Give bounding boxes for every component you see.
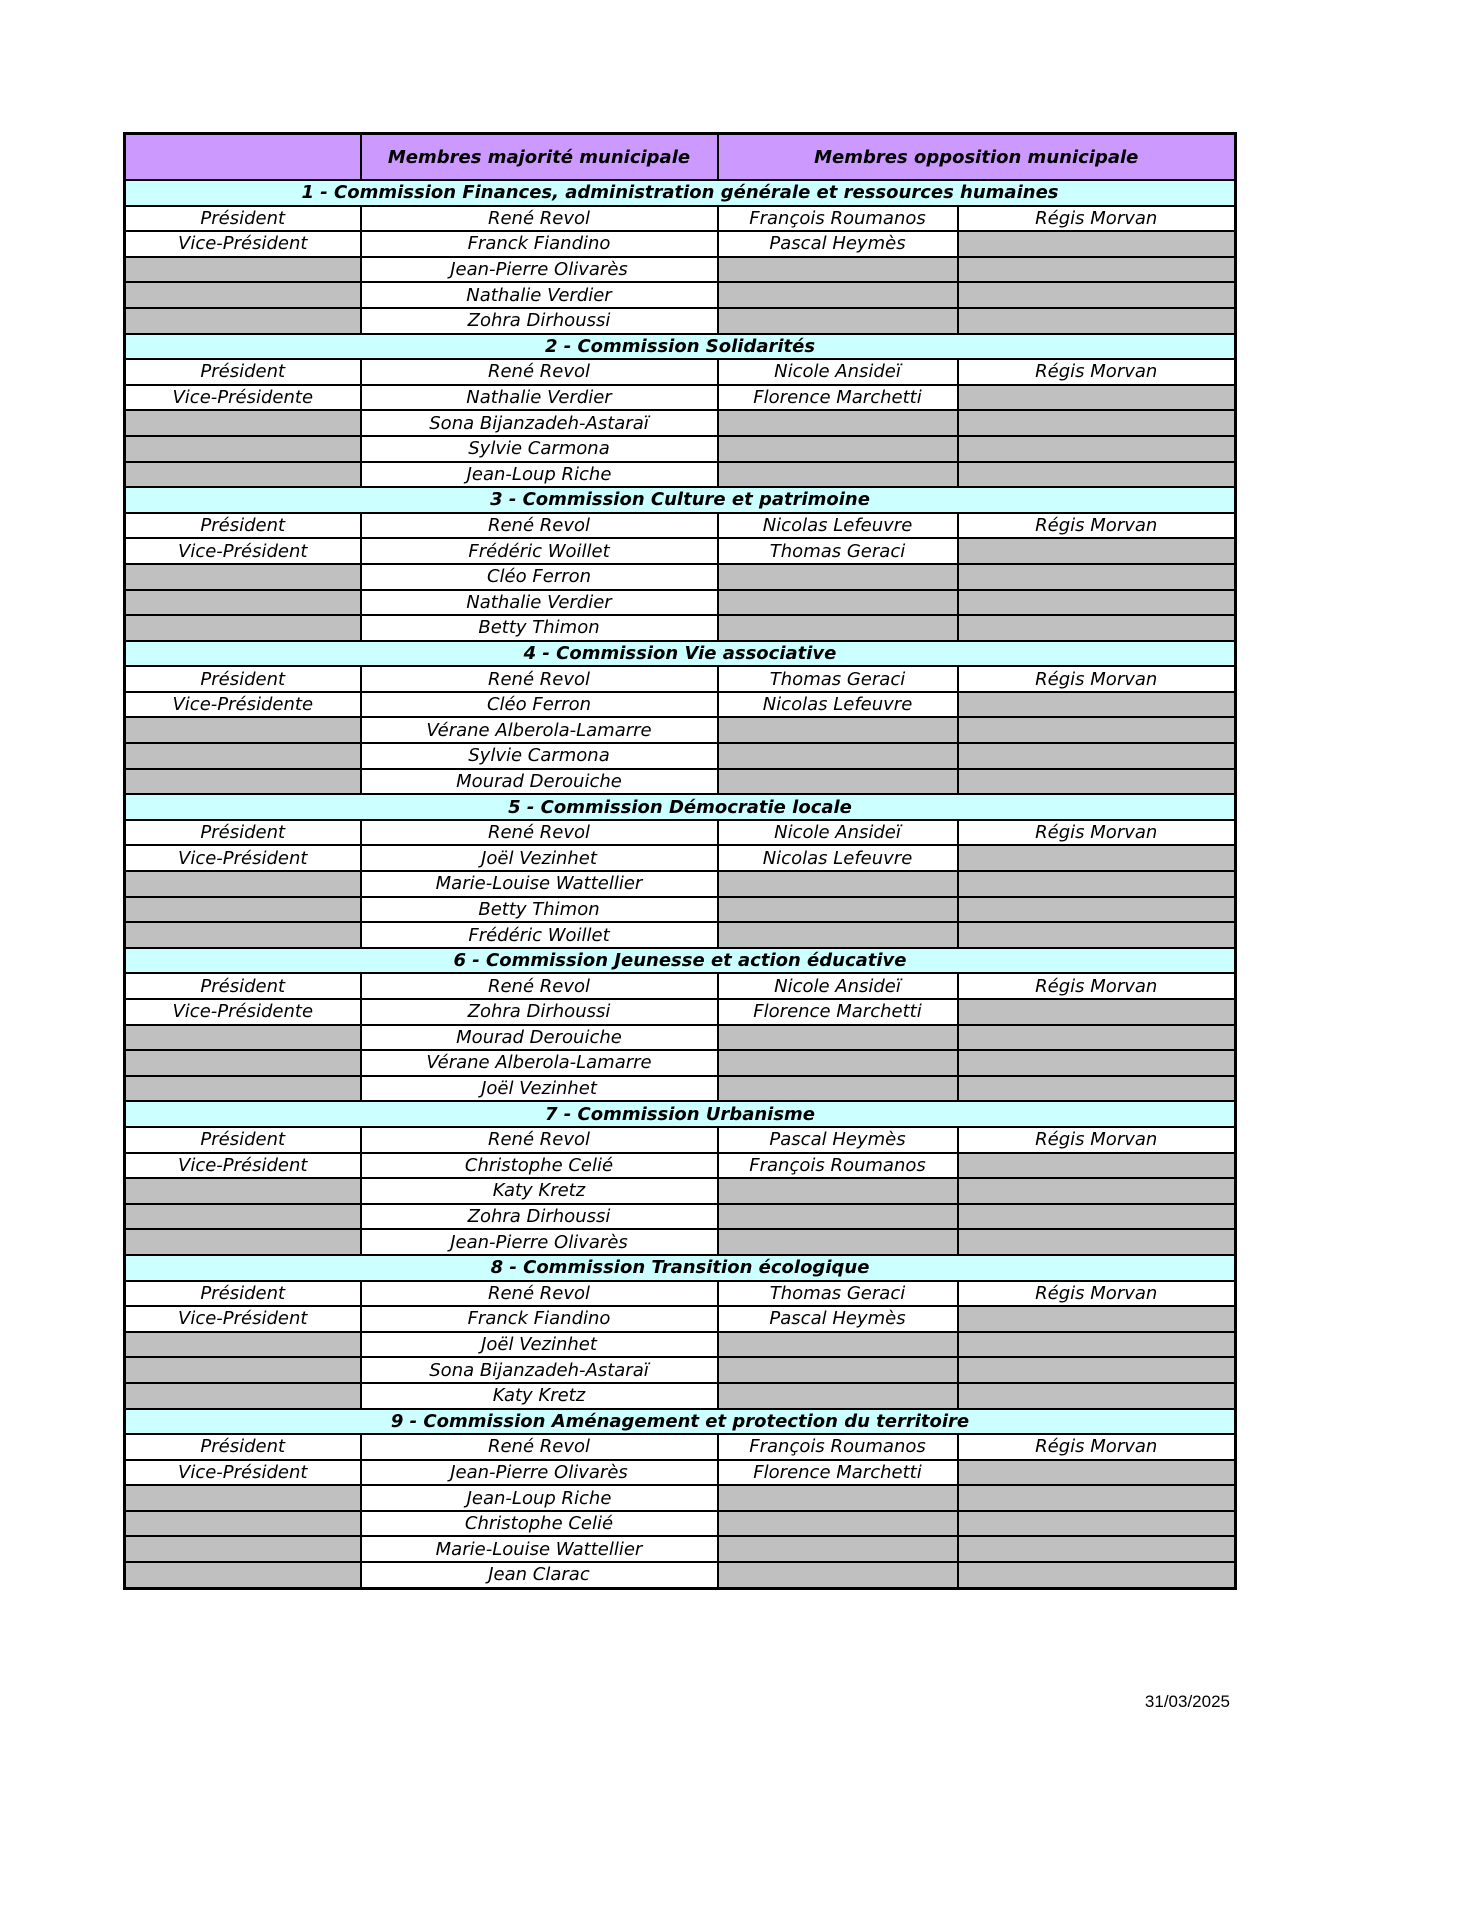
majority-member-cell: Mourad Derouiche <box>361 769 718 795</box>
table-row <box>125 1306 1236 1332</box>
table-row <box>125 1076 1236 1102</box>
opposition-member-cell <box>718 564 958 590</box>
opposition-member-cell: Nicolas Lefeuvre <box>718 513 958 539</box>
role-cell <box>125 897 361 923</box>
opposition-member-cell-2 <box>958 1050 1236 1076</box>
commission-title-row <box>125 1409 1236 1435</box>
commission-title: 2 - Commission Solidarités <box>125 334 1236 360</box>
role-cell: Vice-Président <box>125 845 361 871</box>
table-row <box>125 1153 1236 1179</box>
role-cell <box>125 922 361 948</box>
opposition-member-cell <box>718 462 958 488</box>
table-row <box>125 513 1236 539</box>
opposition-member-cell: Pascal Heymès <box>718 1306 958 1332</box>
opposition-member-cell-2: Régis Morvan <box>958 513 1236 539</box>
header-opposition: Membres opposition municipale <box>718 134 1236 181</box>
majority-member-cell: René Revol <box>361 513 718 539</box>
opposition-member-cell: Florence Marchetti <box>718 999 958 1025</box>
opposition-member-cell-2 <box>958 1178 1236 1204</box>
role-cell: Président <box>125 820 361 846</box>
table-row <box>125 692 1236 718</box>
role-cell <box>125 1562 361 1588</box>
role-cell <box>125 462 361 488</box>
commission-title-row <box>125 1255 1236 1281</box>
role-cell <box>125 1025 361 1051</box>
table-row <box>125 999 1236 1025</box>
opposition-member-cell <box>718 1485 958 1511</box>
table-row <box>125 206 1236 232</box>
opposition-member-cell <box>718 1357 958 1383</box>
table-row <box>125 666 1236 692</box>
role-cell: Président <box>125 973 361 999</box>
role-cell: Président <box>125 666 361 692</box>
majority-member-cell: René Revol <box>361 1281 718 1307</box>
role-cell <box>125 1383 361 1409</box>
majority-member-cell: René Revol <box>361 820 718 846</box>
majority-member-cell: Zohra Dirhoussi <box>361 308 718 334</box>
opposition-member-cell-2 <box>958 1357 1236 1383</box>
opposition-member-cell: François Roumanos <box>718 206 958 232</box>
table-row <box>125 410 1236 436</box>
role-cell <box>125 769 361 795</box>
role-cell <box>125 436 361 462</box>
majority-member-cell: Zohra Dirhoussi <box>361 999 718 1025</box>
opposition-member-cell-2 <box>958 1485 1236 1511</box>
majority-member-cell: Jean-Pierre Olivarès <box>361 257 718 283</box>
opposition-member-cell-2: Régis Morvan <box>958 359 1236 385</box>
table-row <box>125 820 1236 846</box>
majority-member-cell: Vérane Alberola-Lamarre <box>361 717 718 743</box>
table-row <box>125 564 1236 590</box>
commission-title-row <box>125 1101 1236 1127</box>
commissions-table <box>123 132 1237 1590</box>
majority-member-cell: Joël Vezinhet <box>361 1076 718 1102</box>
opposition-member-cell-2 <box>958 897 1236 923</box>
commission-title: 7 - Commission Urbanisme <box>125 1101 1236 1127</box>
table-row <box>125 436 1236 462</box>
opposition-member-cell <box>718 1229 958 1255</box>
header-empty-cell <box>125 134 361 181</box>
opposition-member-cell-2 <box>958 590 1236 616</box>
opposition-member-cell <box>718 1332 958 1358</box>
opposition-member-cell: Nicole Ansideï <box>718 820 958 846</box>
majority-member-cell: Sona Bijanzadeh-Astaraï <box>361 1357 718 1383</box>
table-row <box>125 871 1236 897</box>
opposition-member-cell <box>718 769 958 795</box>
table-row <box>125 973 1236 999</box>
opposition-member-cell <box>718 1562 958 1588</box>
table-row <box>125 1357 1236 1383</box>
majority-member-cell: Franck Fiandino <box>361 1306 718 1332</box>
table-row <box>125 897 1236 923</box>
commission-title-row <box>125 948 1236 974</box>
majority-member-cell: Zohra Dirhoussi <box>361 1204 718 1230</box>
opposition-member-cell-2 <box>958 871 1236 897</box>
commission-title: 3 - Commission Culture et patrimoine <box>125 487 1236 513</box>
opposition-member-cell <box>718 871 958 897</box>
opposition-member-cell <box>718 308 958 334</box>
majority-member-cell: Nathalie Verdier <box>361 282 718 308</box>
majority-member-cell: Betty Thimon <box>361 897 718 923</box>
role-cell: Vice-Président <box>125 231 361 257</box>
table-row <box>125 922 1236 948</box>
role-cell: Vice-Président <box>125 1306 361 1332</box>
header-majority: Membres majorité municipale <box>361 134 718 181</box>
majority-member-cell: René Revol <box>361 1127 718 1153</box>
majority-member-cell: Sona Bijanzadeh-Astaraï <box>361 410 718 436</box>
table-body <box>125 134 1236 1589</box>
opposition-member-cell <box>718 1204 958 1230</box>
table-row <box>125 769 1236 795</box>
opposition-member-cell: Florence Marchetti <box>718 385 958 411</box>
table-row <box>125 1460 1236 1486</box>
table-row <box>125 1281 1236 1307</box>
majority-member-cell: Frédéric Woillet <box>361 922 718 948</box>
commission-title-row <box>125 641 1236 667</box>
table-row <box>125 1536 1236 1562</box>
table-row <box>125 1562 1236 1588</box>
commission-title: 4 - Commission Vie associative <box>125 641 1236 667</box>
role-cell: Président <box>125 206 361 232</box>
opposition-member-cell-2 <box>958 282 1236 308</box>
role-cell <box>125 590 361 616</box>
opposition-member-cell <box>718 282 958 308</box>
opposition-member-cell: Thomas Geraci <box>718 666 958 692</box>
opposition-member-cell-2 <box>958 615 1236 641</box>
opposition-member-cell <box>718 257 958 283</box>
opposition-member-cell-2: Régis Morvan <box>958 206 1236 232</box>
role-cell: Vice-Président <box>125 538 361 564</box>
commission-title-row <box>125 334 1236 360</box>
role-cell <box>125 564 361 590</box>
opposition-member-cell: Nicole Ansideï <box>718 359 958 385</box>
majority-member-cell: Nathalie Verdier <box>361 385 718 411</box>
opposition-member-cell-2 <box>958 564 1236 590</box>
opposition-member-cell-2 <box>958 922 1236 948</box>
opposition-member-cell <box>718 897 958 923</box>
opposition-member-cell <box>718 1536 958 1562</box>
majority-member-cell: Christophe Celié <box>361 1153 718 1179</box>
role-cell <box>125 282 361 308</box>
table-row <box>125 717 1236 743</box>
opposition-member-cell-2 <box>958 436 1236 462</box>
majority-member-cell: Jean-Loup Riche <box>361 462 718 488</box>
table-row <box>125 385 1236 411</box>
footer-date: 31/03/2025 <box>1144 1692 1230 1711</box>
majority-member-cell: Jean-Loup Riche <box>361 1485 718 1511</box>
opposition-member-cell-2 <box>958 410 1236 436</box>
opposition-member-cell <box>718 1050 958 1076</box>
opposition-member-cell-2 <box>958 717 1236 743</box>
role-cell <box>125 1204 361 1230</box>
majority-member-cell: Nathalie Verdier <box>361 590 718 616</box>
opposition-member-cell-2 <box>958 769 1236 795</box>
role-cell <box>125 410 361 436</box>
opposition-member-cell: Nicolas Lefeuvre <box>718 692 958 718</box>
opposition-member-cell-2: Régis Morvan <box>958 666 1236 692</box>
role-cell <box>125 1485 361 1511</box>
opposition-member-cell <box>718 717 958 743</box>
opposition-member-cell <box>718 590 958 616</box>
opposition-member-cell <box>718 743 958 769</box>
opposition-member-cell-2 <box>958 538 1236 564</box>
majority-member-cell: Jean-Pierre Olivarès <box>361 1460 718 1486</box>
table-row <box>125 1204 1236 1230</box>
majority-member-cell: René Revol <box>361 359 718 385</box>
opposition-member-cell-2 <box>958 462 1236 488</box>
commission-title: 5 - Commission Démocratie locale <box>125 794 1236 820</box>
opposition-member-cell-2: Régis Morvan <box>958 973 1236 999</box>
opposition-member-cell-2 <box>958 1383 1236 1409</box>
commission-title: 8 - Commission Transition écologique <box>125 1255 1236 1281</box>
opposition-member-cell-2 <box>958 999 1236 1025</box>
majority-member-cell: Sylvie Carmona <box>361 743 718 769</box>
opposition-member-cell: Thomas Geraci <box>718 538 958 564</box>
role-cell <box>125 717 361 743</box>
majority-member-cell: Mourad Derouiche <box>361 1025 718 1051</box>
majority-member-cell: Frédéric Woillet <box>361 538 718 564</box>
opposition-member-cell: Florence Marchetti <box>718 1460 958 1486</box>
role-cell <box>125 1229 361 1255</box>
majority-member-cell: Betty Thimon <box>361 615 718 641</box>
opposition-member-cell-2 <box>958 1536 1236 1562</box>
role-cell: Vice-Président <box>125 1460 361 1486</box>
majority-member-cell: Katy Kretz <box>361 1383 718 1409</box>
role-cell <box>125 1076 361 1102</box>
role-cell: Président <box>125 1127 361 1153</box>
role-cell <box>125 1357 361 1383</box>
opposition-member-cell <box>718 922 958 948</box>
opposition-member-cell: Thomas Geraci <box>718 1281 958 1307</box>
majority-member-cell: René Revol <box>361 666 718 692</box>
role-cell <box>125 257 361 283</box>
table-row <box>125 1178 1236 1204</box>
opposition-member-cell-2 <box>958 257 1236 283</box>
role-cell: Vice-Présidente <box>125 385 361 411</box>
role-cell <box>125 743 361 769</box>
opposition-member-cell-2: Régis Morvan <box>958 1434 1236 1460</box>
role-cell <box>125 1332 361 1358</box>
role-cell <box>125 1050 361 1076</box>
role-cell: Président <box>125 1281 361 1307</box>
opposition-member-cell <box>718 1178 958 1204</box>
role-cell <box>125 1178 361 1204</box>
majority-member-cell: Marie-Louise Wattellier <box>361 1536 718 1562</box>
table-row <box>125 1127 1236 1153</box>
majority-member-cell: Sylvie Carmona <box>361 436 718 462</box>
table-row <box>125 1025 1236 1051</box>
table-row <box>125 1485 1236 1511</box>
opposition-member-cell-2 <box>958 1306 1236 1332</box>
role-cell: Vice-Présidente <box>125 692 361 718</box>
opposition-member-cell-2 <box>958 845 1236 871</box>
majority-member-cell: Jean Clarac <box>361 1562 718 1588</box>
majority-member-cell: Franck Fiandino <box>361 231 718 257</box>
majority-member-cell: Marie-Louise Wattellier <box>361 871 718 897</box>
commission-title-row <box>125 487 1236 513</box>
opposition-member-cell <box>718 410 958 436</box>
role-cell <box>125 308 361 334</box>
table-row <box>125 590 1236 616</box>
majority-member-cell: René Revol <box>361 973 718 999</box>
opposition-member-cell-2 <box>958 385 1236 411</box>
opposition-member-cell: Nicole Ansideï <box>718 973 958 999</box>
role-cell: Président <box>125 1434 361 1460</box>
opposition-member-cell-2 <box>958 743 1236 769</box>
opposition-member-cell-2 <box>958 1229 1236 1255</box>
majority-member-cell: René Revol <box>361 1434 718 1460</box>
opposition-member-cell-2 <box>958 1076 1236 1102</box>
commissions-sheet <box>123 132 1234 1590</box>
majority-member-cell: Cléo Ferron <box>361 564 718 590</box>
opposition-member-cell-2 <box>958 1025 1236 1051</box>
role-cell <box>125 871 361 897</box>
opposition-member-cell <box>718 1076 958 1102</box>
majority-member-cell: Christophe Celié <box>361 1511 718 1537</box>
majority-member-cell: Vérane Alberola-Lamarre <box>361 1050 718 1076</box>
opposition-member-cell-2: Régis Morvan <box>958 1281 1236 1307</box>
table-row <box>125 257 1236 283</box>
opposition-member-cell-2: Régis Morvan <box>958 820 1236 846</box>
opposition-member-cell-2 <box>958 1204 1236 1230</box>
role-cell: Président <box>125 359 361 385</box>
role-cell: Vice-Présidente <box>125 999 361 1025</box>
table-header-row <box>125 134 1236 181</box>
opposition-member-cell-2 <box>958 1511 1236 1537</box>
commission-title-row <box>125 794 1236 820</box>
table-row <box>125 1511 1236 1537</box>
opposition-member-cell-2 <box>958 692 1236 718</box>
table-row <box>125 1332 1236 1358</box>
opposition-member-cell-2 <box>958 308 1236 334</box>
role-cell <box>125 615 361 641</box>
opposition-member-cell <box>718 436 958 462</box>
opposition-member-cell-2: Régis Morvan <box>958 1127 1236 1153</box>
majority-member-cell: Cléo Ferron <box>361 692 718 718</box>
commission-title: 9 - Commission Aménagement et protection du territoire <box>125 1409 1236 1435</box>
opposition-member-cell-2 <box>958 1153 1236 1179</box>
table-row <box>125 743 1236 769</box>
opposition-member-cell <box>718 615 958 641</box>
opposition-member-cell-2 <box>958 1332 1236 1358</box>
majority-member-cell: Joël Vezinhet <box>361 1332 718 1358</box>
opposition-member-cell <box>718 1383 958 1409</box>
opposition-member-cell: Pascal Heymès <box>718 231 958 257</box>
majority-member-cell: Jean-Pierre Olivarès <box>361 1229 718 1255</box>
table-row <box>125 1383 1236 1409</box>
commission-title: 6 - Commission Jeunesse et action éducative <box>125 948 1236 974</box>
table-row <box>125 462 1236 488</box>
opposition-member-cell-2 <box>958 231 1236 257</box>
opposition-member-cell: François Roumanos <box>718 1153 958 1179</box>
role-cell <box>125 1536 361 1562</box>
opposition-member-cell <box>718 1025 958 1051</box>
majority-member-cell: Katy Kretz <box>361 1178 718 1204</box>
role-cell: Président <box>125 513 361 539</box>
table-row <box>125 1050 1236 1076</box>
commission-title-row <box>125 180 1236 206</box>
opposition-member-cell: François Roumanos <box>718 1434 958 1460</box>
table-row <box>125 538 1236 564</box>
opposition-member-cell <box>718 1511 958 1537</box>
role-cell: Vice-Président <box>125 1153 361 1179</box>
table-row <box>125 282 1236 308</box>
table-row <box>125 231 1236 257</box>
opposition-member-cell: Nicolas Lefeuvre <box>718 845 958 871</box>
table-row <box>125 308 1236 334</box>
majority-member-cell: René Revol <box>361 206 718 232</box>
role-cell <box>125 1511 361 1537</box>
table-row <box>125 845 1236 871</box>
commission-title: 1 - Commission Finances, administration générale et ressources humaines <box>125 180 1236 206</box>
table-row <box>125 1434 1236 1460</box>
opposition-member-cell-2 <box>958 1460 1236 1486</box>
opposition-member-cell-2 <box>958 1562 1236 1588</box>
table-row <box>125 615 1236 641</box>
table-row <box>125 359 1236 385</box>
opposition-member-cell: Pascal Heymès <box>718 1127 958 1153</box>
majority-member-cell: Joël Vezinhet <box>361 845 718 871</box>
table-row <box>125 1229 1236 1255</box>
